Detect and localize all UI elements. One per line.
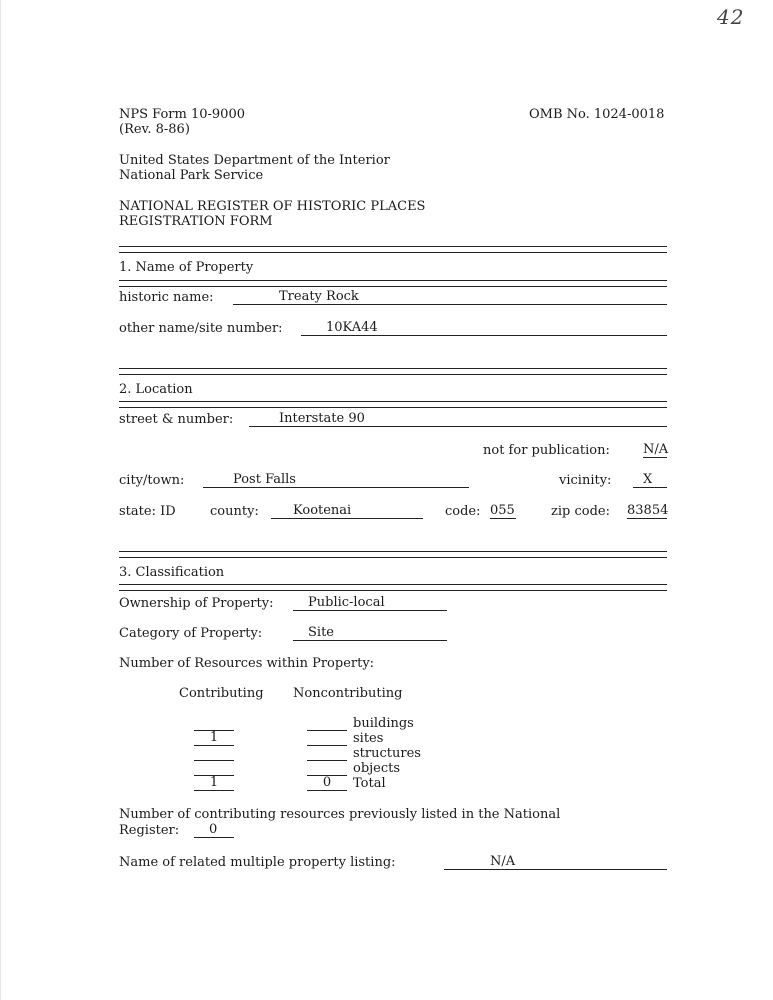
ownership-value: Public-local: [308, 595, 385, 610]
county-field[interactable]: [271, 503, 423, 519]
other-name-label: other name/site number:: [119, 321, 283, 336]
noncontributing-column-header: Noncontributing: [293, 686, 403, 701]
handwritten-page-number: 42: [717, 5, 745, 29]
form-revision: (Rev. 8-86): [119, 122, 190, 137]
street-field[interactable]: [249, 411, 667, 427]
contributing-structures[interactable]: [194, 746, 234, 761]
ownership-label: Ownership of Property:: [119, 596, 274, 611]
previously-listed-text: Number of contributing resources previously listed in the National: [119, 807, 561, 822]
zip-value: 83854: [627, 503, 669, 518]
resource-label-structures: structures: [353, 746, 421, 761]
resource-label-total: Total: [353, 776, 386, 791]
previously-listed-value: 0: [209, 822, 218, 837]
county-label: county:: [210, 504, 259, 519]
noncontributing-structures[interactable]: [307, 746, 347, 761]
service: National Park Service: [119, 168, 264, 183]
section-divider: [119, 246, 667, 253]
previously-listed-field[interactable]: [194, 822, 234, 838]
not-for-publication-label: not for publication:: [483, 443, 610, 458]
other-name-field[interactable]: [301, 320, 667, 336]
section-divider: [119, 584, 667, 591]
vicinity-value: X: [643, 472, 653, 487]
related-listing-value: N/A: [490, 854, 516, 869]
other-name-value: 10KA44: [326, 320, 378, 335]
not-for-publication-field[interactable]: [643, 442, 667, 458]
resource-label-sites: sites: [353, 731, 384, 746]
resource-label-objects: objects: [353, 761, 401, 776]
section1-heading: 1. Name of Property: [119, 260, 254, 275]
contributing-column-header: Contributing: [179, 686, 264, 701]
section-divider: [119, 368, 667, 375]
section3-heading: 3. Classification: [119, 565, 225, 580]
resource-label-buildings: buildings: [353, 716, 414, 731]
contributing-objects[interactable]: [194, 761, 234, 776]
section-divider: [119, 280, 667, 287]
code-value: 055: [490, 503, 515, 518]
vicinity-field[interactable]: [633, 472, 667, 488]
department: United States Department of the Interior: [119, 153, 390, 168]
zip-field[interactable]: [627, 503, 667, 519]
contributing-sites[interactable]: 1: [194, 731, 234, 746]
zip-label: zip code:: [551, 504, 610, 519]
county-value: Kootenai: [293, 503, 352, 518]
contributing-total[interactable]: 1: [194, 776, 234, 791]
code-label: code:: [445, 504, 481, 519]
register-label: Register:: [119, 823, 180, 838]
noncontributing-total[interactable]: 0: [307, 776, 347, 791]
noncontributing-objects[interactable]: [307, 761, 347, 776]
city-label: city/town:: [119, 473, 185, 488]
historic-name-value: Treaty Rock: [279, 289, 359, 304]
state-label: state: ID: [119, 504, 176, 519]
section-divider: [119, 551, 667, 558]
not-for-publication-value: N/A: [643, 442, 669, 457]
related-listing-label: Name of related multiple property listing:: [119, 855, 396, 870]
ownership-field[interactable]: [293, 595, 447, 611]
historic-name-label: historic name:: [119, 290, 214, 305]
category-value: Site: [308, 625, 334, 640]
noncontributing-sites[interactable]: [307, 731, 347, 746]
code-field[interactable]: [490, 503, 516, 519]
street-value: Interstate 90: [279, 411, 365, 426]
city-field[interactable]: [203, 472, 469, 488]
form-title: REGISTRATION FORM: [119, 214, 273, 229]
resources-label: Number of Resources within Property:: [119, 656, 375, 671]
register-name: NATIONAL REGISTER OF HISTORIC PLACES: [119, 199, 426, 214]
noncontributing-buildings[interactable]: [307, 716, 347, 731]
vicinity-label: vicinity:: [559, 473, 612, 488]
section-divider: [119, 401, 667, 408]
category-field[interactable]: [293, 625, 447, 641]
category-label: Category of Property:: [119, 626, 263, 641]
historic-name-field[interactable]: [233, 289, 667, 305]
related-listing-field[interactable]: [444, 854, 667, 870]
city-value: Post Falls: [233, 472, 296, 487]
omb-number: OMB No. 1024-0018: [529, 107, 665, 122]
form-id: NPS Form 10-9000: [119, 107, 245, 122]
contributing-buildings[interactable]: [194, 716, 234, 731]
section2-heading: 2. Location: [119, 382, 193, 397]
street-label: street & number:: [119, 412, 234, 427]
